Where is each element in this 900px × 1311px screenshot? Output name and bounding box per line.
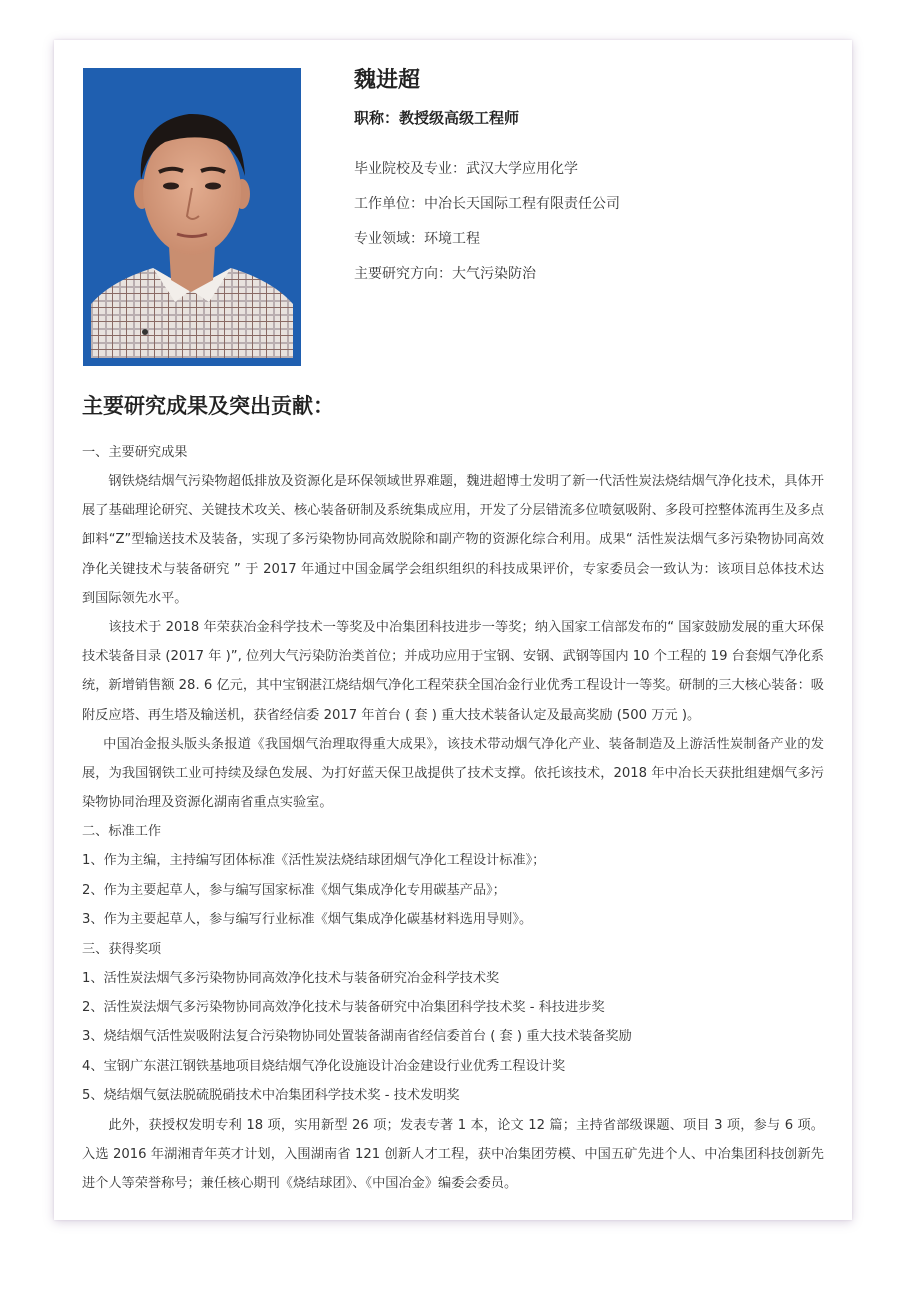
info-field: 专业领域：环境工程 bbox=[354, 231, 480, 247]
info-research-direction: 主要研究方向：大气污染防治 bbox=[354, 266, 536, 282]
research-paragraph: 该技术于 2018 年荣获冶金科学技术一等奖及中冶集团科技进步一等奖；纳入国家工信部发布的“ 国家鼓励发展的重大环保技术装备目录 (2017 年 )”, 位列大气污染防治类首位；并成功应用于宝钢、安钢、武钢等国内 10 个工程的 19 台套烟气净化系统，新增销售额 28. 6 亿元，其中宝钢湛江烧结烟气净化工程荣获全国冶金行业优秀工程设计一等奖。研制的三大核心装备：吸附反应塔、再生塔及输送机，获省经信委 2017 年首台 ( 套 ) 重大技术装备认定及最高奖励 (500 万元 )。 bbox=[82, 620, 824, 723]
awards-item: 5、烧结烟气氨法脱硫脱硝技术中冶集团科学技术奖 - 技术发明奖 bbox=[82, 1088, 460, 1104]
standards-item: 3、作为主要起草人，参与编写行业标准《烟气集成净化碳基材料选用导则》。 bbox=[82, 912, 533, 928]
profile-info bbox=[354, 64, 824, 292]
achievements-body bbox=[82, 438, 824, 1198]
portrait-photo bbox=[91, 76, 293, 358]
info-education: 毕业院校及专业：武汉大学应用化学 bbox=[354, 161, 578, 177]
job-title: 职称：教授级高级工程师 bbox=[354, 109, 520, 127]
awards-item: 3、烧结烟气活性炭吸附法复合污染物协同处置装备湖南省经信委首台 ( 套 ) 重大技术装备奖励 bbox=[82, 1029, 632, 1045]
research-heading: 一、主要研究成果 bbox=[82, 445, 188, 460]
main-heading: 主要研究成果及突出贡献： bbox=[82, 394, 334, 418]
awards-heading: 三、获得奖项 bbox=[82, 941, 162, 957]
awards-item: 2、活性炭法烟气多污染物协同高效净化技术与装备研究中冶集团科学技术奖 - 科技进步奖 bbox=[82, 1000, 605, 1015]
standards-item: 2、作为主要起草人，参与编写国家标准《烟气集成净化专用碳基产品》； bbox=[82, 882, 506, 898]
person-name: 魏进超 bbox=[354, 68, 421, 93]
profile-card bbox=[54, 40, 852, 1220]
info-employer: 工作单位：中冶长天国际工程有限责任公司 bbox=[354, 196, 620, 212]
standards-heading: 二、标准工作 bbox=[82, 824, 162, 840]
research-paragraph: 钢铁烧结烟气污染物超低排放及资源化是环保领域世界难题，魏进超博士发明了新一代活性炭法烧结烟气净化技术，具体开展了基础理论研究、关键技术攻关、核心装备研制及系统集成应用，开发了分层错流多位喷氨吸附、多段可控整体流再生及多点卸料“Z”型输送技术及装备，实现了多污染物协同高效脱除和副产物的资源化综合利用。成果“ 活性炭法烟气多污染物协同高效净化关键技术与装备研究 ” 于 2017 年通过中国金属学会组织组织的科技成果评价，专家委员会一致认为：该项目总体技术达到国际领先水平。 bbox=[82, 474, 824, 606]
standards-item: 1、作为主编，主持编写团体标准《活性炭法烧结球团烟气净化工程设计标准》； bbox=[82, 853, 546, 869]
awards-item: 4、宝钢广东湛江钢铁基地项目烧结烟气净化设施设计冶金建设行业优秀工程设计奖 bbox=[82, 1058, 566, 1074]
closing-paragraph: 此外，获授权发明专利 18 项，实用新型 26 项；发表专著 1 本，论文 12 篇；主持省部级课题、项目 3 项，参与 6 项。入选 2016 年湖湘青年英才计划，入围湖南省 121 创新人才工程，获中冶集团劳模、中国五矿先进个人、中冶集团科技创新先进个人等荣誉称号；兼任核心期刊《烧结球团》、《中国冶金》编委会委员。 bbox=[82, 1117, 824, 1191]
portrait-frame bbox=[83, 68, 301, 366]
research-paragraph: 中国冶金报头版头条报道《我国烟气治理取得重大成果》，该技术带动烟气净化产业、装备制造及上游活性炭制备产业的发展，为我国钢铁工业可持续及绿色发展、为打好蓝天保卫战提供了技术支撑。依托该技术，2018 年中冶长天获批组建烟气多污染物协同治理及资源化湖南省重点实验室。 bbox=[82, 736, 824, 811]
awards-item: 1、活性炭法烟气多污染物协同高效净化技术与装备研究冶金科学技术奖 bbox=[82, 970, 500, 986]
